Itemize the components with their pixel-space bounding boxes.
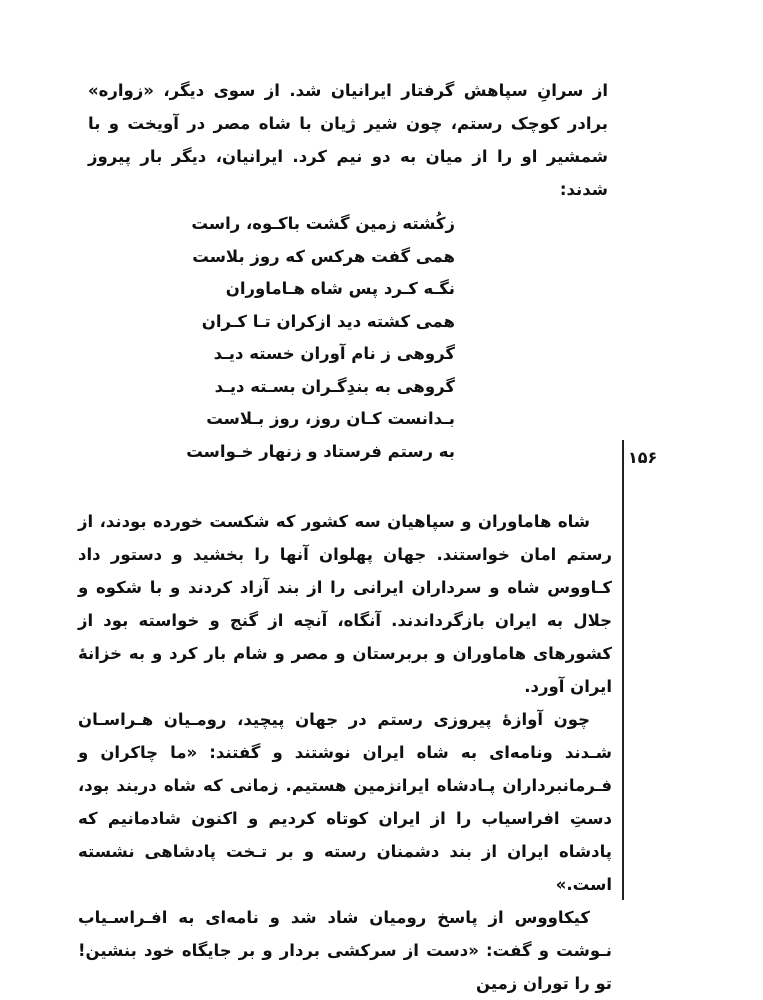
poem-line: به رستم فرستاد و زنهار خـواست xyxy=(186,441,455,461)
body-text xyxy=(78,505,612,1000)
poem-line: نگـه کـرد پس شاه هـاماوران xyxy=(225,279,455,298)
poem-line: همی کشته دید ازکران تـا کـران xyxy=(201,311,455,331)
poem-line: زکُشته زمین گشت باکـوه، راست xyxy=(191,214,455,233)
poem-line: گروهی ز نام آوران خسته دیـد xyxy=(213,344,455,363)
poem-verses xyxy=(186,208,455,468)
body-paragraph: کیکاووس از پاسخ رومیان شاد شد و نامه‌ای به افـراسـیاب نـوشت و گفت: «دست از سرکشی بردار و بر جایگاه خود بنشین! تو را توران زمین xyxy=(78,908,612,993)
poem-line: همی گفت هرکس که روز بلاست xyxy=(192,246,455,266)
poem-line: بـدانست کـان روز، روز بـلاست xyxy=(206,409,455,428)
body-paragraph: چون آوازهٔ پیروزی رستم در جهان پیچید، رومـیان هـراسـان شـدند ونامه‌ای به شاه ایران نوشتند و گفتند: «ما چاکران و فـرمانبرداران پـادشاه ایرانزمین هستیم. زمانی که شاه دربند بود، دستِ افراسیاب را از ایران کوتاه کردیم و اکنون شادمانیم که پادشاه ایران از بند دشمنان رسته و بر تـخت پادشاهی نشسته است.» xyxy=(78,710,612,894)
intro-paragraph: از سرانِ سپاهش گرفتار ایرانیان شد. از سوی دیگر، «زواره» برادر کوچک رستم، چون شیر ژیان با شاه مصر در آویخت و با شمشیر او را از میان به دو نیم کرد. ایرانیان، دیگر بار پیروز شدند: xyxy=(88,81,608,199)
page-number: ۱۵۶ xyxy=(628,448,658,467)
margin-rule xyxy=(622,440,624,900)
poem-line: گروهی به بندِگـران بسـته دیـد xyxy=(214,376,455,396)
body-paragraph: شاه هاماوران و سپاهیان سه کشور که شکست خورده بودند، از رستم امان خواستند. جهان پهلوان آنها را بخشید و دستور داد کـاووس شاه و سرداران ایرانی را از بند آزاد کردند و با شکوه و جلال به ایران بازگرداندند. آنگاه، آنچه از گنج و خواسته بود از کشورهای هاماوران و بربرستان و مصر و شام بار کرد و به خزانهٔ ایران آورد. xyxy=(78,512,612,696)
